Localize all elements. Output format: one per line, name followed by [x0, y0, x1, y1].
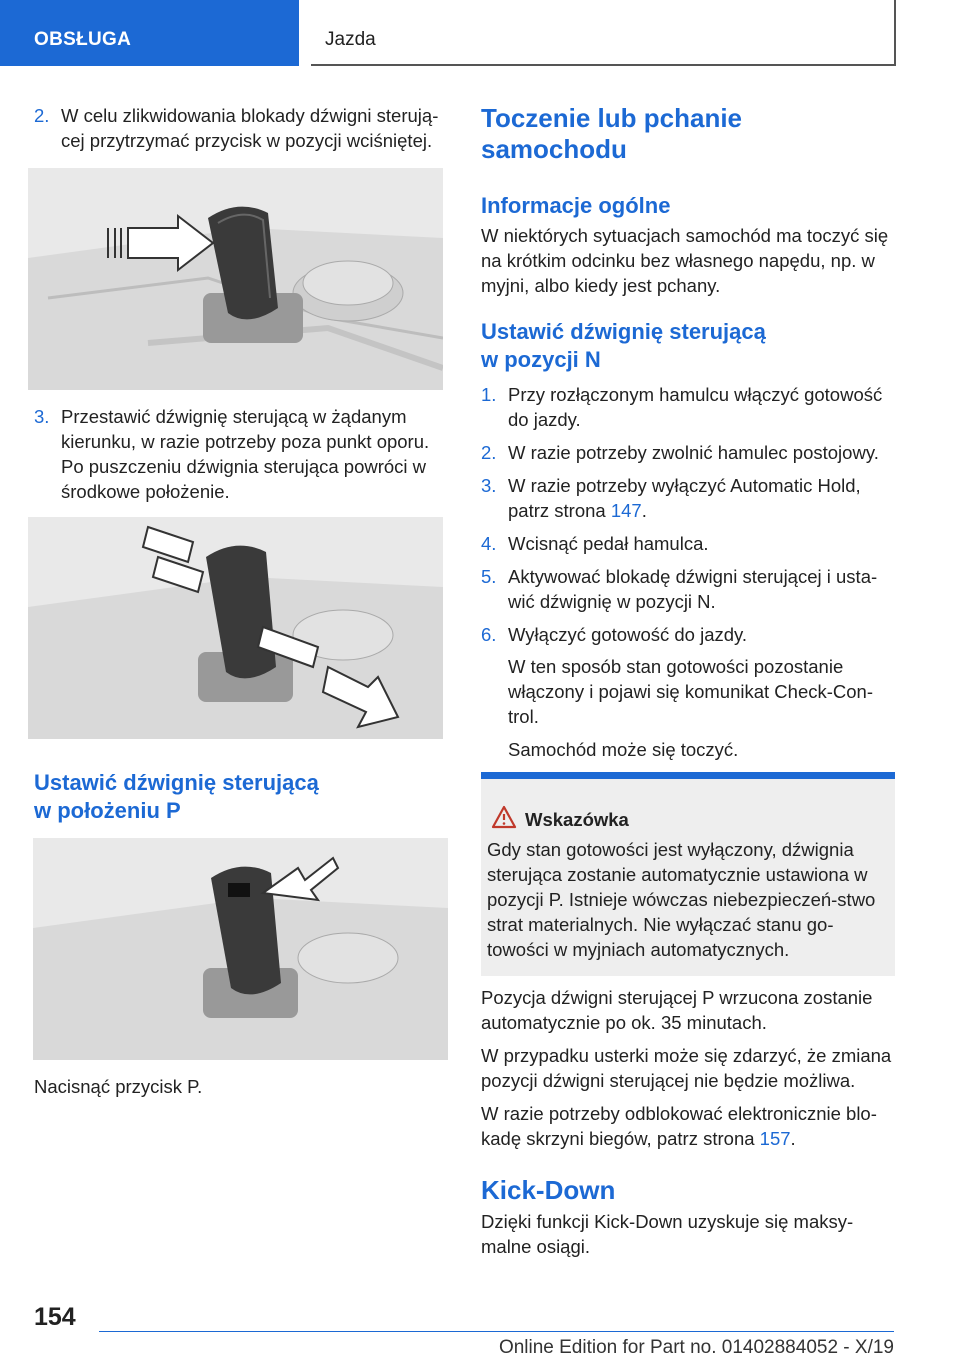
- warning-triangle-icon: [491, 805, 517, 834]
- right-column-lower: [481, 985, 895, 1259]
- general-heading: Informacje ogólne: [481, 193, 671, 218]
- kick-down-heading: Kick-Down: [481, 1175, 616, 1205]
- right-column: [481, 103, 895, 762]
- footer-divider: [99, 1331, 894, 1332]
- auto-p-text: Pozycja dźwigni sterującej P wrzucona zostanie automatycznie po ok. 35 minutach.: [481, 987, 873, 1033]
- step-2-left: [34, 103, 448, 153]
- step-4: [481, 531, 895, 556]
- warning-text: Gdy stan gotowości jest wyłączony, dźwignia sterująca zostanie automatycznie ustawiona w pozycji P. Istnieje wówczas niebezpieczeń‐stwo strat materialnych. Nie wyłączać stanu go‐towości w myjniach automatycznych.: [487, 839, 876, 960]
- section-heading-rolling: [481, 103, 895, 165]
- gear-lever-unlock-image: [28, 168, 443, 390]
- step-5: [481, 564, 895, 614]
- left-column: [34, 103, 448, 153]
- step-text: W razie potrzeby zwolnić hamulec postojowy.: [508, 442, 879, 463]
- step-text: Przestawić dźwignię sterującą w żądanym kierunku, w razie potrzeby poza punkt oporu. Po puszczeniu dźwignia sterująca powróci w środkowe położenie.: [61, 406, 430, 502]
- chapter-tab: [311, 0, 896, 66]
- step-6-note1: W ten sposób stan gotowości pozostanie włączony i pojawi się komunikat Check-Con‐trol.: [508, 656, 874, 727]
- warning-title: Wskazówka: [525, 809, 629, 830]
- n-heading-line1: Ustawić dźwignię sterującą: [481, 319, 766, 344]
- step-number: 6.: [481, 624, 497, 645]
- step-number: 3.: [34, 406, 50, 427]
- gear-lever-directions-image: [28, 517, 443, 739]
- press-p-text: Nacisnąć przycisk P.: [34, 1076, 203, 1097]
- heading-p-block: [34, 769, 448, 825]
- page-link-147[interactable]: 147: [610, 500, 642, 521]
- warning-box: [481, 772, 895, 976]
- gear-lever-press-p-image: [33, 838, 448, 1060]
- step-6-note2: Samochód może się toczyć.: [508, 739, 739, 760]
- n-heading: [481, 318, 895, 374]
- unlock-text-block: [481, 1101, 895, 1151]
- page-number: 154: [34, 1303, 76, 1331]
- step-text-end: .: [641, 500, 647, 521]
- step-6: [481, 622, 895, 647]
- step-2: [481, 440, 895, 465]
- left-column-step3: [34, 404, 448, 504]
- rolling-title-line2: samochodu: [481, 134, 627, 164]
- section-tab: [0, 0, 299, 66]
- heading-p-line1: Ustawić dźwignię sterującą: [34, 770, 319, 795]
- step-number: 2.: [481, 442, 497, 463]
- heading-p: [34, 769, 448, 825]
- step-number: 5.: [481, 566, 497, 587]
- step-number: 1.: [481, 384, 497, 405]
- n-heading-line2: w pozycji N: [481, 347, 601, 372]
- page-link-157[interactable]: 157: [759, 1128, 791, 1149]
- chapter-title: Jazda: [325, 29, 376, 50]
- general-text: W niektórych sytuacjach samochód ma toczyć się na krótkim odcinku bez własnego napędu, np. w myjni, albo kiedy jest pchany.: [481, 225, 889, 296]
- kick-down-text: Dzięki funkcji Kick-Down uzyskuje się maksy‐malne osiągi.: [481, 1211, 854, 1257]
- heading-p-line2: w położeniu P: [34, 798, 181, 823]
- step-text: W razie potrzeby wyłączyć Automatic Hold, patrz strona: [508, 475, 861, 521]
- step-number: 4.: [481, 533, 497, 554]
- step-text: Wyłączyć gotowość do jazdy.: [508, 624, 748, 645]
- step-3: [481, 473, 895, 523]
- step-1: [481, 382, 895, 432]
- footer-edition-text: Online Edition for Part no. 01402884052 - X/19: [498, 1337, 894, 1358]
- press-p-block: [34, 1074, 448, 1099]
- step-text: W celu zlikwidowania blokady dźwigni sterują‐cej przytrzymać przycisk w pozycji wciśniętej.: [61, 105, 439, 151]
- unlock-text: W razie potrzeby odblokować elektronicznie blo‐kadę skrzyni biegów, patrz strona: [481, 1103, 877, 1149]
- step-number: 3.: [481, 475, 497, 496]
- step-number: 2.: [34, 105, 50, 126]
- step-text: Przy rozłączonym hamulcu włączyć gotowość do jazdy.: [508, 384, 883, 430]
- step-3-left: [34, 404, 448, 504]
- section-title: OBSŁUGA: [34, 29, 132, 50]
- step-text: Wcisnąć pedał hamulca.: [508, 533, 709, 554]
- step-text: Aktywować blokadę dźwigni sterującej i usta‐wić dźwignię w pozycji N.: [508, 566, 878, 612]
- rolling-title-line1: Toczenie lub pchanie: [481, 103, 743, 133]
- unlock-text-end: .: [790, 1128, 796, 1149]
- fault-text: W przypadku usterki może się zdarzyć, że zmiana pozycji dźwigni sterującej nie będzie możliwa.: [481, 1045, 892, 1091]
